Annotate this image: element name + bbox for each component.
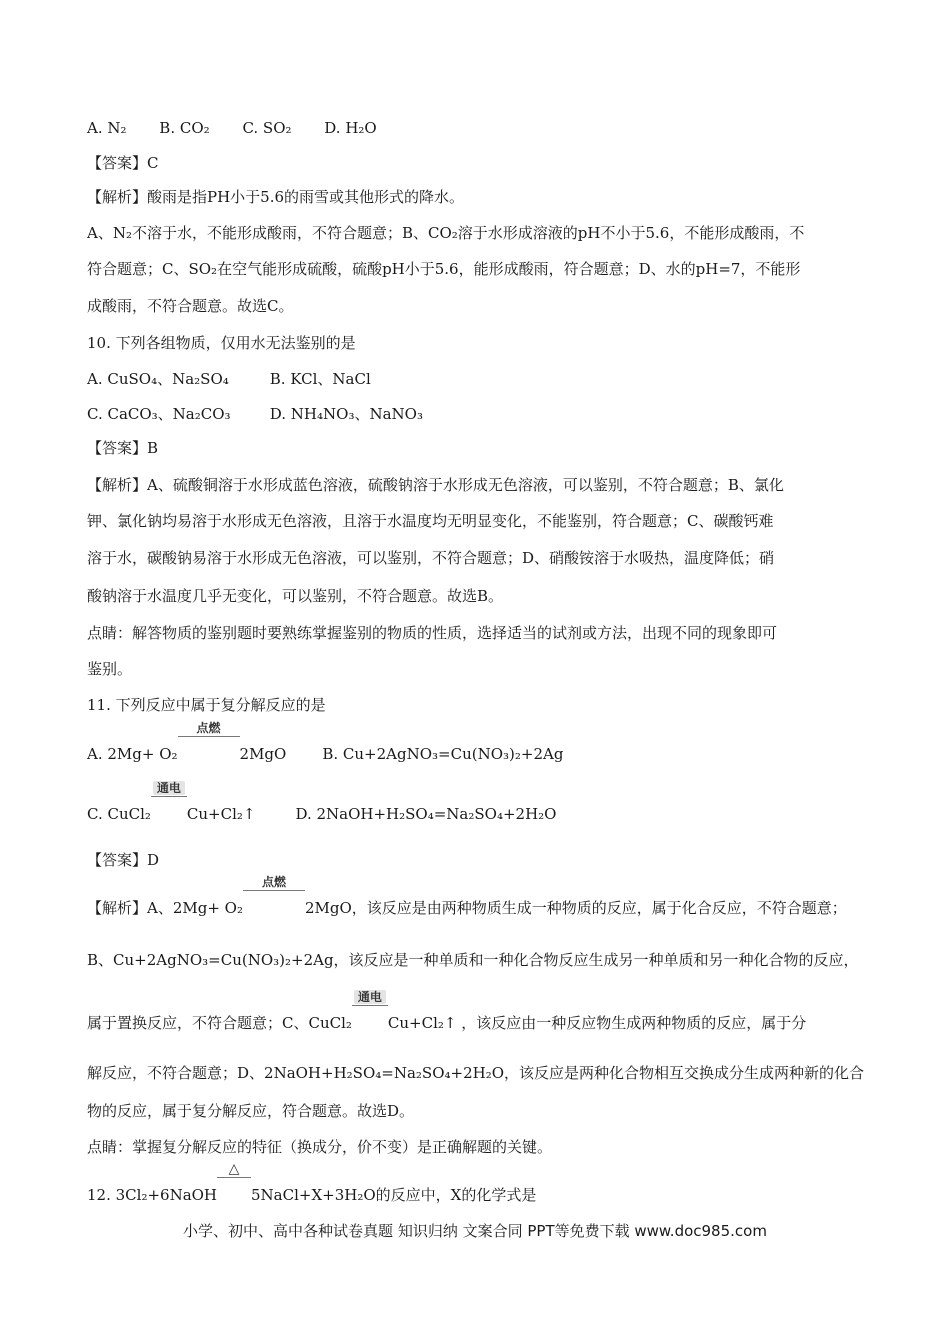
q9-option-c: C. SO₂ <box>242 119 292 137</box>
q9-analysis-line-3: 符合题意；C、SO₂在空气能形成硫酸，硫酸pH小于5.6，能形成酸雨，符合题意；D、水的pH=7，不能形 <box>87 260 801 278</box>
q10-options-row-1 <box>87 368 877 390</box>
q11-analysis-line-3 <box>87 990 877 1034</box>
q10-analysis-line-1: 【解析】A、硫酸铜溶于水形成蓝色溶液，硫酸钠溶于水形成无色溶液，可以鉴别，不符合题意；B、氯化 <box>87 476 784 494</box>
q12-arrow <box>217 1161 251 1206</box>
q11-option-c-arrow <box>151 781 187 825</box>
q11-option-c-condition: 通电 <box>153 781 185 795</box>
q9-option-a: A. N₂ <box>87 119 127 137</box>
q11-options-row-1 <box>87 721 877 765</box>
q11-option-a-arrow <box>178 721 240 765</box>
q10-answer: 【答案】B <box>87 439 159 457</box>
q11-analysis-line-5: 物的反应，属于复分解反应，符合题意。故选D。 <box>87 1102 415 1120</box>
q11-option-a-condition: 点燃 <box>196 721 221 735</box>
q11-answer: 【答案】D <box>87 851 160 869</box>
q12-reactants: 12. 3Cl₂+6NaOH <box>87 1186 218 1204</box>
q11-option-c-reactants: C. CuCl₂ <box>87 805 151 823</box>
q11-option-a-reactants: A. 2Mg+ O₂ <box>87 745 178 763</box>
q10-analysis-line-3: 溶于水，碳酸钠易溶于水形成无色溶液，可以鉴别，不符合题意；D、硝酸铵溶于水吸热，温度降低；硝 <box>87 549 775 567</box>
q11-analysis-a-rest: 2MgO，该反应是由两种物质生成一种物质的反应，属于化合反应，不符合题意； <box>305 899 847 917</box>
q10-option-b: B. KCl、NaCl <box>269 370 371 388</box>
q9-analysis-line-1: 【解析】酸雨是指PH小于5.6的雨雪或其他形式的降水。 <box>87 188 465 206</box>
q11-options-row-2 <box>87 781 877 825</box>
q11-option-b: B. Cu+2AgNO₃=Cu(NO₃)₂+2Ag <box>322 745 564 763</box>
page-footer: 小学、初中、高中各种试卷真题 知识归纳 文案合同 PPT等免费下载 www.doc985.com <box>183 1222 767 1240</box>
q11-analysis-c-condition: 通电 <box>354 990 386 1004</box>
q12-stem <box>87 1161 877 1206</box>
q11-analysis-a-condition: 点燃 <box>261 875 286 889</box>
q11-analysis-c-reactants: 属于置换反应，不符合题意；C、CuCl₂ <box>87 1014 352 1032</box>
q11-option-d: D. 2NaOH+H₂SO₄=Na₂SO₄+2H₂O <box>295 805 557 823</box>
q9-option-b: B. CO₂ <box>159 119 210 137</box>
reaction-bar <box>217 1177 251 1178</box>
q11-option-a-products: 2MgO <box>239 745 287 763</box>
reaction-bar <box>243 890 305 891</box>
q9-answer: 【答案】C <box>87 154 159 172</box>
reaction-bar <box>178 736 240 737</box>
q11-analysis-c-rest: Cu+Cl₂↑ ，该反应由一种反应物生成两种物质的反应，属于分 <box>387 1014 807 1032</box>
q11-analysis-line-2: B、Cu+2AgNO₃=Cu(NO₃)₂+2Ag，该反应是一种单质和一种化合物反应生成另一种单质和另一种化合物的反应， <box>87 951 859 969</box>
q12-rest: 5NaCl+X+3H₂O的反应中，X的化学式是 <box>251 1186 537 1204</box>
q10-analysis-line-4: 酸钠溶于水温度几乎无变化，可以鉴别，不符合题意。故选B。 <box>87 587 504 605</box>
q10-analysis-line-2: 钾、氯化钠均易溶于水形成无色溶液，且溶于水温度均无明显变化，不能鉴别，符合题意；C、碳酸钙难 <box>87 512 774 530</box>
q10-stem: 10. 下列各组物质，仅用水无法鉴别的是 <box>87 334 356 352</box>
q11-tip: 点睛：掌握复分解反应的特征（换成分，价不变）是正确解题的关键。 <box>87 1138 553 1156</box>
q9-analysis-line-2: A、N₂不溶于水，不能形成酸雨，不符合题意；B、CO₂溶于水形成溶液的pH不小于5.6，不能形成酸雨，不 <box>87 224 805 242</box>
q10-options-row-2 <box>87 403 877 425</box>
q11-analysis-line-1 <box>87 875 877 919</box>
q10-option-a: A. CuSO₄、Na₂SO₄ <box>87 370 229 388</box>
q11-analysis-line-4: 解反应，不符合题意；D、2NaOH+H₂SO₄=Na₂SO₄+2H₂O，该反应是两种化合物相互交换成分生成两种新的化合 <box>87 1064 865 1082</box>
q9-analysis-line-4: 成酸雨，不符合题意。故选C。 <box>87 297 294 315</box>
q10-tip-line-1: 点睛：解答物质的鉴别题时要熟练掌握鉴别的物质的性质，选择适当的试剂或方法，出现不同的现象即可 <box>87 624 778 642</box>
q9-option-d: D. H₂O <box>324 119 377 137</box>
reaction-bar <box>151 796 187 797</box>
q10-option-c: C. CaCO₃、Na₂CO₃ <box>87 405 231 423</box>
q10-tip-line-2: 鉴别。 <box>87 660 133 678</box>
reaction-bar <box>352 1005 388 1006</box>
q11-analysis-a-arrow <box>243 875 305 919</box>
q11-stem: 11. 下列反应中属于复分解反应的是 <box>87 696 326 714</box>
q9-options <box>87 117 877 139</box>
q10-option-d: D. NH₄NO₃、NaNO₃ <box>269 405 423 423</box>
q11-analysis-c-arrow <box>352 990 388 1034</box>
q12-condition-heat: △ <box>228 1161 240 1177</box>
q11-analysis-a-reactants: 【解析】A、2Mg+ O₂ <box>87 899 243 917</box>
q11-option-c-products: Cu+Cl₂↑ <box>186 805 256 823</box>
